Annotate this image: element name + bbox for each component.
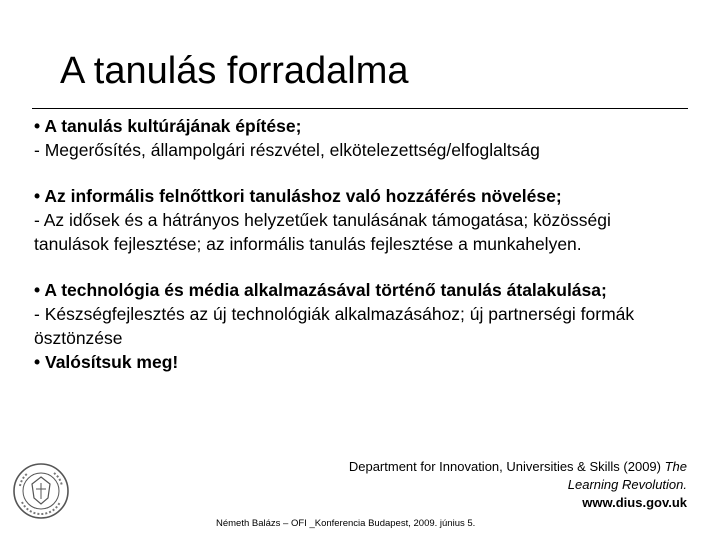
- citation-work-title-start: The: [664, 459, 687, 474]
- citation: [307, 458, 687, 512]
- footer-text: Németh Balázs – OFI _Konferencia Budapest, 2009. június 5.: [216, 518, 476, 529]
- closing-call: • Valósítsuk meg!: [34, 352, 179, 372]
- title-divider: [32, 108, 688, 109]
- slide-title: A tanulás forradalma: [60, 50, 409, 92]
- section-3-text: - Készségfejlesztés az új technológiák alkalmazásához; új partnerségi formák ösztönzése: [34, 304, 635, 348]
- citation-work-title-end: Learning Revolution.: [567, 477, 687, 492]
- section-3-heading: • A technológia és média alkalmazásával történő tanulás átalakulása;: [34, 280, 607, 300]
- citation-url: www.dius.gov.uk: [582, 495, 687, 510]
- section-1-text: - Megerősítés, állampolgári részvétel, elkötelezettség/elfoglaltság: [34, 140, 540, 160]
- citation-line-1: [307, 458, 687, 476]
- spacer: [34, 162, 674, 184]
- section-1-heading: • A tanulás kultúrájának építése;: [34, 116, 302, 136]
- spacer: [34, 256, 674, 278]
- citation-source: Department for Innovation, Universities & Skills (2009): [348, 459, 665, 474]
- university-seal-icon: [12, 462, 70, 520]
- section-2-text: - Az idősek és a hátrányos helyzetűek tanulásának támogatása; közösségi tanulások fejlesztése; az informális tanulás fejlesztése a munkahelyen.: [34, 210, 611, 254]
- section-2-heading: • Az informális felnőttkori tanuláshoz való hozzáférés növelése;: [34, 186, 562, 206]
- slide-body: [34, 114, 674, 374]
